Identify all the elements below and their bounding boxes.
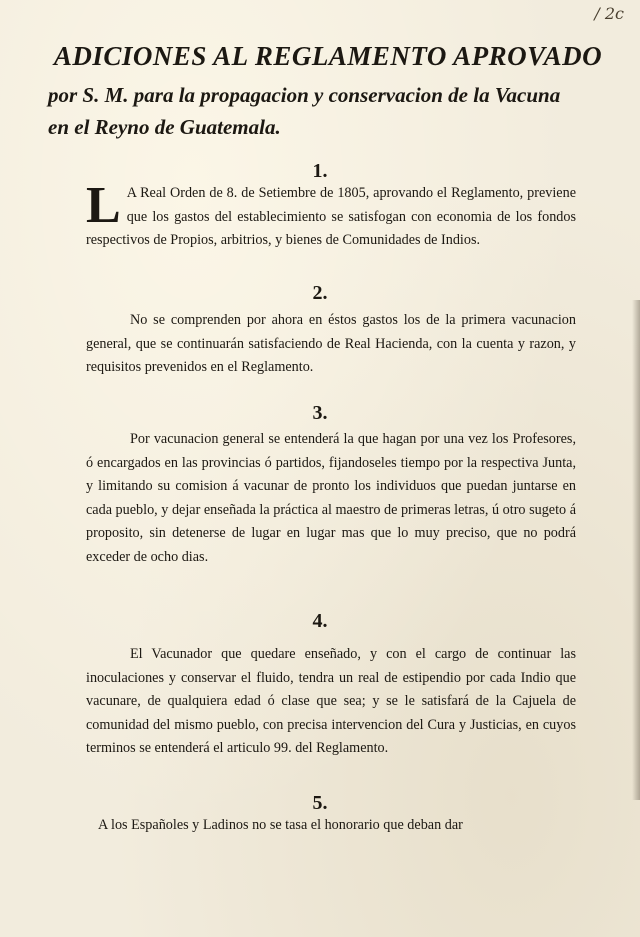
section-text-2 — [86, 309, 576, 380]
section-text-5 — [98, 817, 598, 834]
section-body-3: Por vacunacion general se entenderá la que hagan por una vez los Profesores, ó encargados en las provincias ó partidos, fijandoseles tiempo por la respectiva Junta, y limitando su comision á vacunar de pronto los individuos que puedan juntarse en cada pueblo, y dejar enseñada la práctica al maestro de primeras letras, ú otro sugeto á proposito, sin detenerse de lugar en lugar mas que lo muy preciso, que no podrá exceder de ocho dias. — [86, 431, 576, 565]
section-number-2: 2. — [312, 282, 328, 304]
section-number-1: 1. — [312, 160, 328, 182]
folio-number: / 2c — [594, 4, 624, 23]
section-body-2: No se comprenden por ahora en éstos gastos los de la primera vacunacion general, que se continuarán satisfaciendo de Real Hacienda, con la cuenta y razon, y requisitos prevenidos en el Reglamento. — [86, 312, 576, 376]
section-text-1 — [86, 177, 576, 253]
section-text-3 — [86, 428, 576, 570]
section-body-4: El Vacunador que quedare enseñado, y con el cargo de continuar las inoculaciones y conservar el fluido, tendra un real de estipendio por cada Indio que vacunare, de qualquiera edad ó clase que sea; y se le satisfará de la Cajuela de comunidad del mismo pueblo, con precisa intervencion del Cura y Justicias, en cuyos terminos se entenderá el articulo 99. del Reglamento. — [86, 646, 576, 757]
section-number-3: 3. — [312, 402, 328, 424]
title-line-3: en el Reyno de Guatemala. — [48, 115, 281, 139]
title-line-2: por S. M. para la propagacion y conservacion de la Vacuna — [48, 82, 561, 107]
page-edge-shadow — [632, 300, 640, 800]
section-text-4 — [86, 643, 576, 761]
document-title — [48, 40, 608, 140]
title-line-1: ADICIONES AL REGLAMENTO APROVADO — [53, 41, 603, 71]
section-body-1: A Real Orden de 8. de Setiembre de 1805, aprovando el Reglamento, previene que los gastos del establecimiento se satisfogan con economia de los fondos respectivos de Propios, arbitrios, y bienes de Comunidades de Indios. — [86, 185, 576, 249]
drop-cap-initial: L — [86, 177, 121, 234]
section-number-5: 5. — [312, 792, 328, 814]
section-body-5: A los Españoles y Ladinos no se tasa el honorario que deban dar — [98, 817, 463, 833]
section-number-4: 4. — [312, 610, 328, 632]
